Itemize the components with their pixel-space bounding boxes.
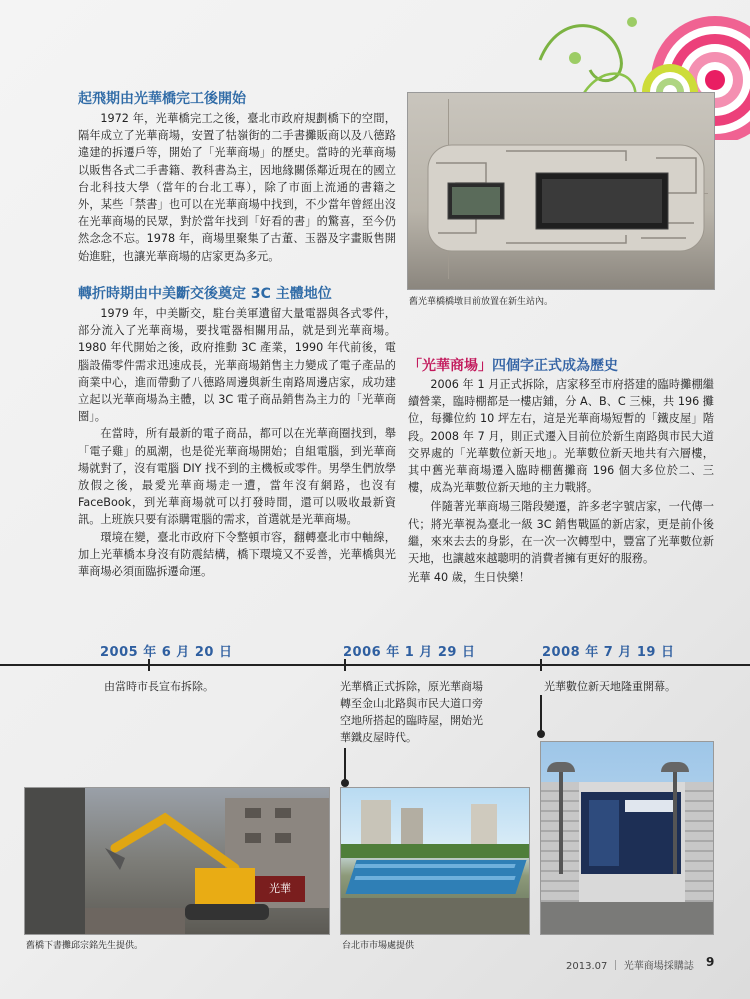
timeline-tick — [148, 659, 150, 671]
footer-issue: 2013.07 ｜ 光華商場採購誌 — [566, 961, 694, 972]
timeline-date-2008: 2008 年 7 月 19 日 — [542, 645, 675, 660]
timeline-date-2005: 2005 年 6 月 20 日 — [100, 645, 233, 660]
connector-line — [540, 695, 542, 733]
heading-rest: 四個字正式成為歷史 — [492, 358, 618, 374]
timeline-line — [0, 664, 750, 666]
connector-dot — [537, 730, 545, 738]
connector-dot — [341, 779, 349, 787]
section-body-takeoff — [78, 110, 396, 265]
temporary-market-photo — [340, 787, 530, 935]
paragraph: 1979 年，中美斷交，駐台美軍遺留大量電器與各式零件，部分流入了光華商場，要找電器相關用品，就是到光華商場。1980 年代開始之後，政府推動 3C 產業，1990 年代前後，電腦設備零件需求迅速成長，光華商場銷售主力變成了電子產品的商業中心，進而帶動了八德路周邊與新生南路周邊店家，成功建立起以光華商場為主體，以 3C 電子商品銷售為主力的「光華商圈」。 — [78, 307, 396, 424]
photo-caption: 舊光華橋橋墩目前放置在新生站內。 — [409, 297, 554, 307]
digital-plaza-photo — [540, 741, 714, 935]
timeline-text-2008: 光華數位新天地隆重開幕。 — [544, 680, 676, 693]
bridge-pillar-photo — [407, 92, 715, 290]
section-body-history — [408, 376, 714, 586]
section-body-turning — [78, 305, 396, 580]
footer-page-number: 9 — [706, 955, 715, 969]
demolition-photo — [24, 787, 330, 935]
section-heading-takeoff: 起飛期由光華橋完工後開始 — [78, 91, 246, 107]
connector-line — [344, 748, 346, 782]
paragraph: 2006 年 1 月正式拆除，店家移至市府搭建的臨時攤棚繼續營業，臨時棚都是一樓店鋪，分 A、B、C 三棟，共 196 攤位，每攤位約 10 坪左右，這是光華商場短暫的「鐵皮屋」階段。2008 年 7 月，則正式遷入目前位於新生南路與市民大道交界處的「光華數位新天地」。光華數位新天地共有六層樓，其中舊光華商場遷入臨時棚舊攤商 196 個大多位於二、三樓，成為光華數位新天地的主力戰將。 — [408, 378, 714, 495]
section-heading-turning: 轉折時期由中美斷交後奠定 3C 主體地位 — [78, 286, 332, 302]
timeline-tick — [344, 659, 346, 671]
paragraph: 在當時，所有最新的電子商品，都可以在光華商圈找到，舉「電子雞」的風潮，也是從光華商場開始；自組電腦，到光華商場就對了，沒有電腦 DIY 找不到的主機板或零件。男學生們放學放假之後，最愛光華商場走一遭，當年沒有網路，也沒有 FaceBook，到光華商場就可以打發時間，還可以吸收最新資訊。上班族只要有添購電腦的需求，首選就是光華商場。 — [78, 427, 396, 527]
paragraph: 伴隨著光華商場三階段變遷，許多老字號店家，一代傳一代；將光華視為臺北一級 3C 銷售戰區的新店家，更是前仆後繼，來來去去的身影，在一次一次轉型中，豐富了光華數位新天地，也讓越來越聰明的消費者擁有更好的服務。 — [408, 500, 714, 566]
heading-quote: 「光華商場」 — [408, 358, 492, 374]
section-heading-history — [408, 355, 618, 375]
photo-caption: 台北市市場處提供 — [342, 941, 415, 951]
timeline-tick — [540, 659, 542, 671]
paragraph: 光華 40 歲，生日快樂！ — [408, 571, 531, 585]
paragraph: 1972 年，光華橋完工之後，臺北市政府規劃橋下的空間，隔年成立了光華商場，安置了牯嶺街的二手書攤販商以及八德路違建的拆遷戶等，開始了「光華商場」的歷史。當時的光華商場以販售各式二手書籍、教科書為主，因地緣關係鄰近現在的國立台北科技大學（當年的台北工專），除了市面上流通的書籍之外，某些「禁書」也可以在光華商場中找到，不少當年曾經出沒在光華商場的民眾，對於當年找到「好看的書」的驚喜，至今仍然念念不忘。1978 年，商場里聚集了古董、玉器及字畫販售開始進駐，也讓光華商場的店家更為多元。 — [78, 112, 396, 263]
timeline-text-2006: 光華橋正式拆除，原光華商場轉至金山北路與市民大道口旁空地所搭起的臨時屋，開始光華鐵皮屋時代。 — [340, 680, 483, 744]
timeline-text-2005: 由當時市長宣布拆除。 — [104, 680, 214, 693]
shop-sign: 光華 — [255, 876, 305, 902]
photo-caption: 舊橋下書攤邱宗銘先生提供。 — [26, 941, 144, 951]
paragraph: 環境在變，臺北市政府下令整頓市容，翻轉臺北市中軸線，加上光華橋本身沒有防震結構，橋下環境又不妥善，光華橋與光華商場必須面臨拆遷命運。 — [78, 530, 396, 579]
timeline-date-2006: 2006 年 1 月 29 日 — [343, 645, 476, 660]
